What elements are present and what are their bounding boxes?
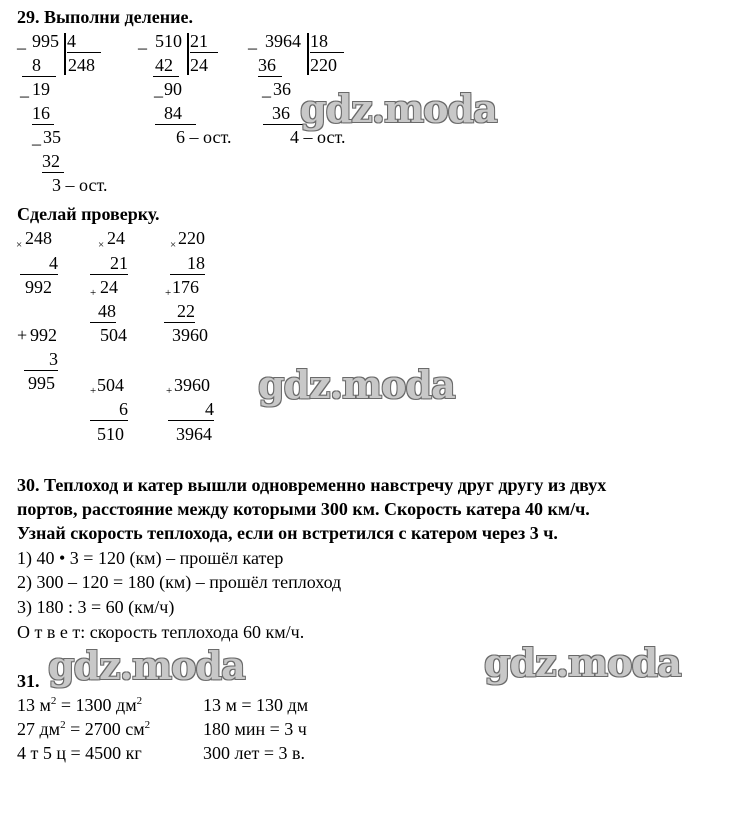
minus-sign: _ [20,79,29,99]
divisor: 4 [67,30,101,53]
minus-sign: _ [262,79,271,99]
partial-2: 48 [90,300,116,323]
plus-sign: + [90,287,97,299]
dividend: 995 [32,31,59,51]
task31-title: 31. [17,671,40,691]
task30-step-1: 1) 40 • 3 = 120 (км) – прошёл катер [17,548,284,568]
division-vertical-line [64,33,66,75]
partial-1: 176 [172,277,199,297]
quotient: 220 [310,55,337,75]
partial-1: 24 [100,277,118,297]
factor-b: 18 [170,252,205,275]
superscript-2: 2 [136,695,143,707]
area-from: 13 м [17,695,51,715]
task31-row-3b: 300 лет = 3 в. [203,743,305,763]
superscript-2: 2 [50,695,57,707]
task30-line-3: Узнай скорость теплохода, если он встретился с катером через 3 ч. [17,523,558,543]
task30-step-2: 2) 300 – 120 = 180 (км) – прошёл теплоход [17,572,342,592]
dividend: 3964 [265,31,301,51]
factor-a: 248 [25,228,52,248]
multiply-sign: × [98,239,105,251]
remainder-final: 4 – ост. [290,127,346,147]
minus-sign: _ [138,31,147,51]
remainder-1: 90 [164,79,182,99]
task29-title: 29. Выполни деление. [17,7,193,27]
watermark-logo: gdz.moda [484,640,681,685]
watermark-logo: gdz.moda [258,362,455,407]
remainder-2: 35 [43,127,61,147]
task31-row-1b: 13 м = 130 дм [203,695,309,715]
area-to: = 1300 дм [56,695,137,715]
quotient: 24 [190,55,208,75]
remainder-1: 36 [273,79,291,99]
division-vertical-line [307,33,309,75]
minus-sign: _ [17,31,26,51]
superscript-2: 2 [144,719,151,731]
subtrahend-2: 16 [32,102,54,125]
product: 3960 [172,325,208,345]
multiply-sign: × [16,239,23,251]
addend-a: 992 [30,325,57,345]
task30-line-2: портов, расстояние между которыми 300 км. Скорость катера 40 км/ч. [17,499,590,519]
task30-line-1: 30. Теплоход и катер вышли одновременно навстречу друг другу из двух [17,475,607,495]
subtrahend-1: 8 [22,54,56,77]
division-vertical-line [187,33,189,75]
minus-sign: _ [154,79,163,99]
subtrahend-3: 32 [42,150,64,173]
plus-sign: + [17,325,28,345]
addend-b: 4 [168,398,214,421]
sum: 995 [28,373,55,393]
area-from: 27 дм [17,719,61,739]
factor-a: 220 [178,228,205,248]
superscript-2: 2 [60,719,66,731]
watermark-logo: gdz.moda [300,86,497,131]
remainder-final: 3 – ост. [52,175,108,195]
addend-b: 3 [24,348,58,371]
task31-row-2a [17,718,150,740]
remainder-1: 19 [32,79,50,99]
check-title: Сделай проверку. [17,204,160,224]
divisor: 21 [190,30,218,53]
sum: 510 [97,424,124,444]
minus-sign: _ [32,127,41,147]
plus-sign: + [166,385,173,397]
subtrahend-2: 36 [263,102,304,125]
multiply-sign: × [170,239,177,251]
task30-answer: О т в е т: скорость теплохода 60 км/ч. [17,622,305,642]
addend-b: 6 [90,398,128,421]
task31-row-3a: 4 т 5 ц = 4500 кг [17,743,142,763]
subtrahend-1: 36 [258,54,282,77]
task31-row-1a [17,694,142,716]
divisor: 18 [310,30,344,53]
addend-a: 504 [97,375,124,395]
task30-step-3: 3) 180 : 3 = 60 (км/ч) [17,597,175,617]
quotient: 248 [68,55,95,75]
plus-sign: + [90,385,97,397]
plus-sign: + [165,287,172,299]
task31-row-2b: 180 мин = 3 ч [203,719,307,739]
subtrahend-2: 84 [155,102,196,125]
factor-b: 4 [20,252,58,275]
dividend: 510 [155,31,182,51]
watermark-logo: gdz.moda [48,643,245,688]
product: 504 [100,325,127,345]
sum: 3964 [176,424,212,444]
factor-a: 24 [107,228,125,248]
area-to: = 2700 см [65,719,145,739]
addend-a: 3960 [174,375,210,395]
product: 992 [25,277,52,297]
factor-b: 21 [90,252,128,275]
partial-2: 22 [164,300,195,323]
remainder-final: 6 – ост. [176,127,232,147]
subtrahend-1: 42 [153,54,179,77]
minus-sign: _ [248,31,257,51]
